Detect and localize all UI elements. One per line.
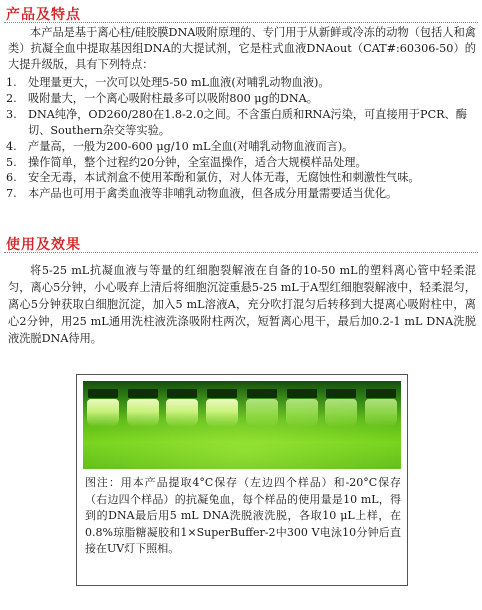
gel-well [207, 389, 237, 398]
feature-number: 7. [6, 187, 17, 201]
feature-number: 1. [6, 76, 17, 89]
dna-band [325, 399, 357, 427]
figure-box [76, 374, 408, 586]
feature-number: 2. [6, 91, 17, 105]
dna-band [166, 399, 198, 427]
dna-band [365, 399, 397, 427]
feature-number: 6. [6, 171, 17, 185]
intro-paragraph: 本产品是基于离心柱/硅胶膜DNA吸附原理的、专门用于从新鲜或冷冻的动物（包括人和禽类）抗凝全血中提取基因组DNA的大提试剂，它是柱式血液DNAout（CAT#:60306-50）的大提升级版，具有下列特点： [8, 26, 476, 71]
gel-well [326, 389, 356, 398]
dna-band [286, 399, 318, 427]
gel-electrophoresis-image [83, 381, 401, 469]
dna-band [206, 399, 238, 427]
section-title-features: 产品及特点 [6, 7, 81, 23]
gel-well [287, 389, 317, 398]
usage-paragraph: 将5-25 mL抗凝血液与等量的红细胞裂解液在自备的10-50 mL的塑料离心管中轻柔混匀，离心5分钟，小心吸弃上清后将细胞沉淀重悬5-25 mL于A型红细胞裂解液中，轻柔混匀，离心5分钟获取白细胞沉淀，加入5 mL溶液A，充分吹打混匀后转移到大提离心吸附柱中，离心2分钟，用25 mL通用洗柱液洗涤吸附柱两次，短暂离心甩干，最后加0.2-1 mL DNA洗脱液洗脱DNA待用。 [8, 264, 476, 345]
feature-text: DNA纯净，OD260/280在1.8-2.0之间。不含蛋白质和RNA污染，可直接用于PCR、酶切、Southern杂交等实验。 [28, 107, 467, 137]
gel-well [247, 389, 277, 398]
dna-band [127, 399, 159, 427]
section-title-usage: 使用及效果 [6, 237, 81, 253]
feature-item [6, 186, 476, 202]
feature-item [6, 170, 476, 186]
gel-well [167, 389, 197, 398]
gel-well [128, 389, 158, 398]
feature-item [6, 107, 476, 139]
gel-well [88, 389, 118, 398]
feature-item [6, 91, 476, 107]
feature-item [6, 75, 476, 91]
dna-band [87, 399, 119, 427]
dna-band [246, 399, 278, 427]
section-divider [4, 252, 478, 253]
feature-item [6, 155, 476, 171]
feature-number: 4. [6, 139, 17, 153]
figure-caption: 图注：用本产品提取4°C保存（左边四个样品）和-20°C保存（右边四个样品）的抗凝兔血，每个样品的使用量是10 mL，得到的DNA最后用5 mL DNA洗脱液洗脱，各取10 μL上样，在0.8%琼脂糖凝胶和1×SuperBuffer-2中300 V电泳10分钟后直接在UV灯下照相。 [85, 476, 401, 556]
feature-text: 吸附量大，一个离心吸附柱最多可以吸附800 μg的DNA。 [28, 91, 318, 105]
feature-text: 产量高，一般为200-600 μg/10 mL全血(对哺乳动物血液而言)。 [28, 139, 354, 153]
feature-text: 本产品也可用于禽类血液等非哺乳动物血液，但各成分用量需要适当优化。 [28, 187, 398, 201]
feature-number: 3. [6, 107, 17, 121]
feature-item [6, 139, 476, 155]
section-divider [4, 22, 478, 23]
feature-list [6, 75, 476, 202]
feature-text: 安全无毒，本试剂盒不使用苯酚和氯仿，对人体无毒，无腐蚀性和刺激性气味。 [28, 171, 420, 185]
feature-number: 5. [6, 155, 17, 169]
feature-text: 操作简单，整个过程约20分钟，全室温操作，适合大规模样品处理。 [28, 155, 367, 169]
feature-text: 处理量更大，一次可以处理5-50 mL血液(对哺乳动物血液)。 [28, 76, 330, 89]
gel-well [366, 389, 396, 398]
